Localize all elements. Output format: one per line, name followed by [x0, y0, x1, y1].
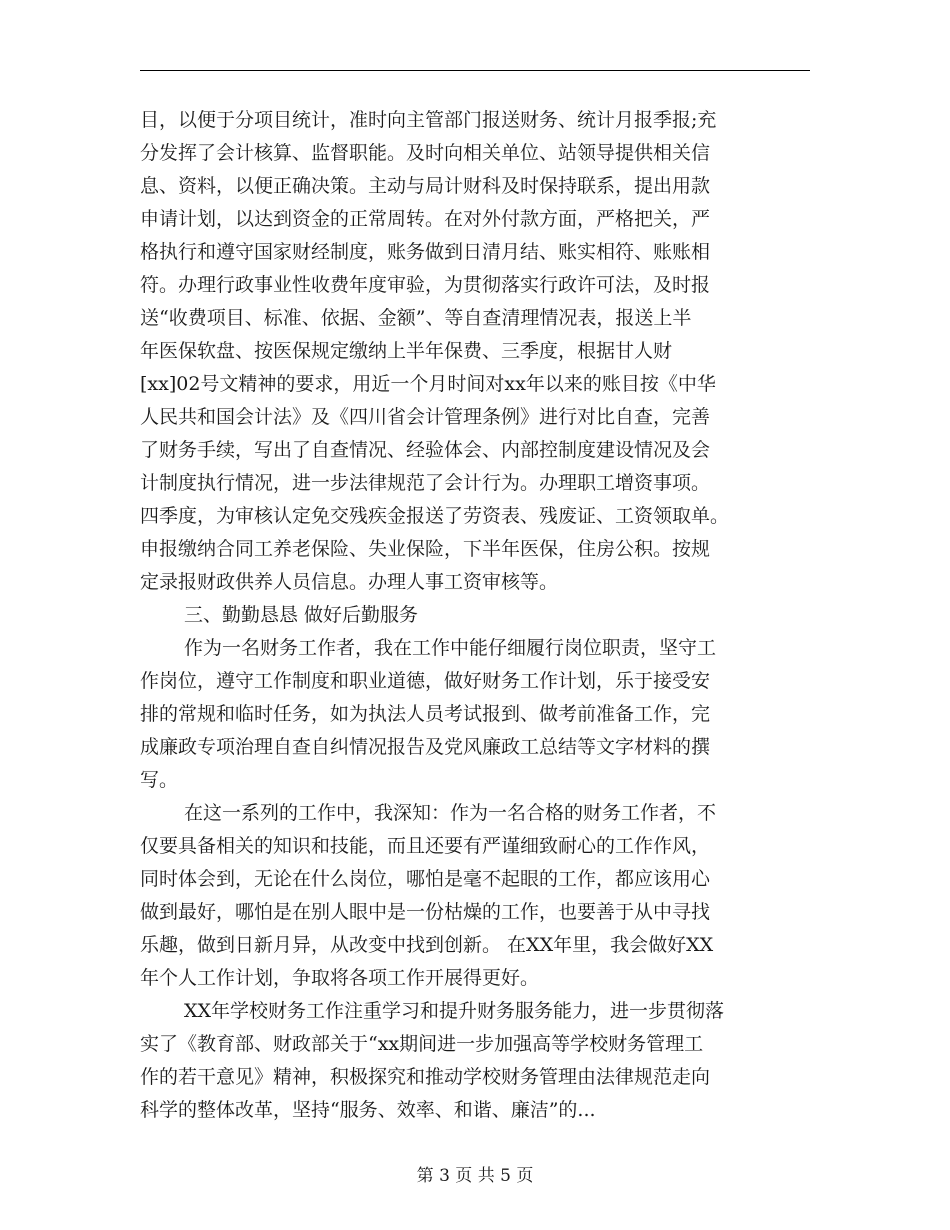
- page-number: 第 3 页 共 5 页: [416, 1166, 534, 1186]
- document-body: [140, 104, 810, 1127]
- text-line: 同时体会到，无论在什么岗位，哪怕是毫不起眼的工作，都应该用心: [140, 868, 711, 890]
- text-line: 年医保软盘、按医保规定缴纳上半年保费、三季度，根据甘人财: [140, 340, 673, 362]
- text-line: 目，以便于分项目统计，准时向主管部门报送财务、统计月报季报;充: [140, 109, 717, 131]
- text-line: 排的常规和临时任务，如为执法人员考试报到、做考前准备工作，完: [140, 703, 711, 725]
- text-line: 格执行和遵守国家财经制度，账务做到日清月结、账实相符、账账相: [140, 241, 711, 263]
- text-line: 科学的整体改革，坚持“服务、效率、和谐、廉洁”的...: [140, 1099, 596, 1121]
- text-line: 三、勤勤恳恳 做好后勤服务: [184, 604, 419, 626]
- text-line: 计制度执行情况，进一步法律规范了会计行为。办理职工增资事项。: [140, 472, 711, 494]
- text-line: 写。: [140, 769, 179, 791]
- text-line: 送“收费项目、标准、依据、金额”、等自查清理情况表，报送上半: [140, 307, 692, 329]
- text-line: XX年学校财务工作注重学习和提升财务服务能力，进一步贯彻落: [184, 1000, 725, 1022]
- header-rule: [140, 70, 810, 71]
- text-line: 申报缴纳合同工养老保险、失业保险，下半年医保，住房公积。按规: [140, 538, 711, 560]
- text-line: 了财务手续，写出了自查情况、经验体会、内部控制度建设情况及会: [140, 439, 711, 461]
- text-line: 作为一名财务工作者，我在工作中能仔细履行岗位职责，坚守工: [184, 637, 717, 659]
- text-line: 申请计划，以达到资金的正常周转。在对外付款方面，严格把关，严: [140, 208, 711, 230]
- text-line: 定录报财政供养人员信息。办理人事工资审核等。: [140, 571, 559, 593]
- text-line: 作岗位，遵守工作制度和职业道德，做好财务工作计划，乐于接受安: [140, 670, 711, 692]
- text-line: 人民共和国会计法》及《四川省会计管理条例》进行对比自查，完善: [140, 406, 711, 428]
- text-line: 符。办理行政事业性收费年度审验，为贯彻落实行政许可法，及时报: [140, 274, 711, 296]
- text-line: 仅要具备相关的知识和技能，而且还要有严谨细致耐心的工作作风，: [140, 835, 711, 857]
- text-line: 息、资料，以便正确决策。主动与局计财科及时保持联系，提出用款: [140, 175, 711, 197]
- text-line: 在这一系列的工作中，我深知：作为一名合格的财务工作者，不: [184, 802, 717, 824]
- text-line: 实了《教育部、财政部关于“xx期间进一步加强高等学校财务管理工: [140, 1033, 704, 1055]
- text-line: 成廉政专项治理自查自纠情况报告及党风廉政工总结等文字材料的撰: [140, 736, 711, 758]
- text-line: 作的若干意见》精神，积极探究和推动学校财务管理由法律规范走向: [140, 1066, 711, 1088]
- text-line: 年个人工作计划，争取将各项工作开展得更好。: [140, 967, 540, 989]
- text-line: 乐趣，做到日新月异，从改变中找到创新。 在XX年里，我会做好XX: [140, 934, 714, 956]
- text-line: [xx]02号文精神的要求，用近一个月时间对xx年以来的账目按《中华: [140, 373, 716, 395]
- text-line: 分发挥了会计核算、监督职能。及时向相关单位、站领导提供相关信: [140, 142, 711, 164]
- text-line: 做到最好，哪怕是在别人眼中是一份枯燥的工作，也要善于从中寻找: [140, 901, 711, 923]
- text-line: 四季度，为审核认定免交残疾金报送了劳资表、残废证、工资领取单。: [140, 505, 730, 527]
